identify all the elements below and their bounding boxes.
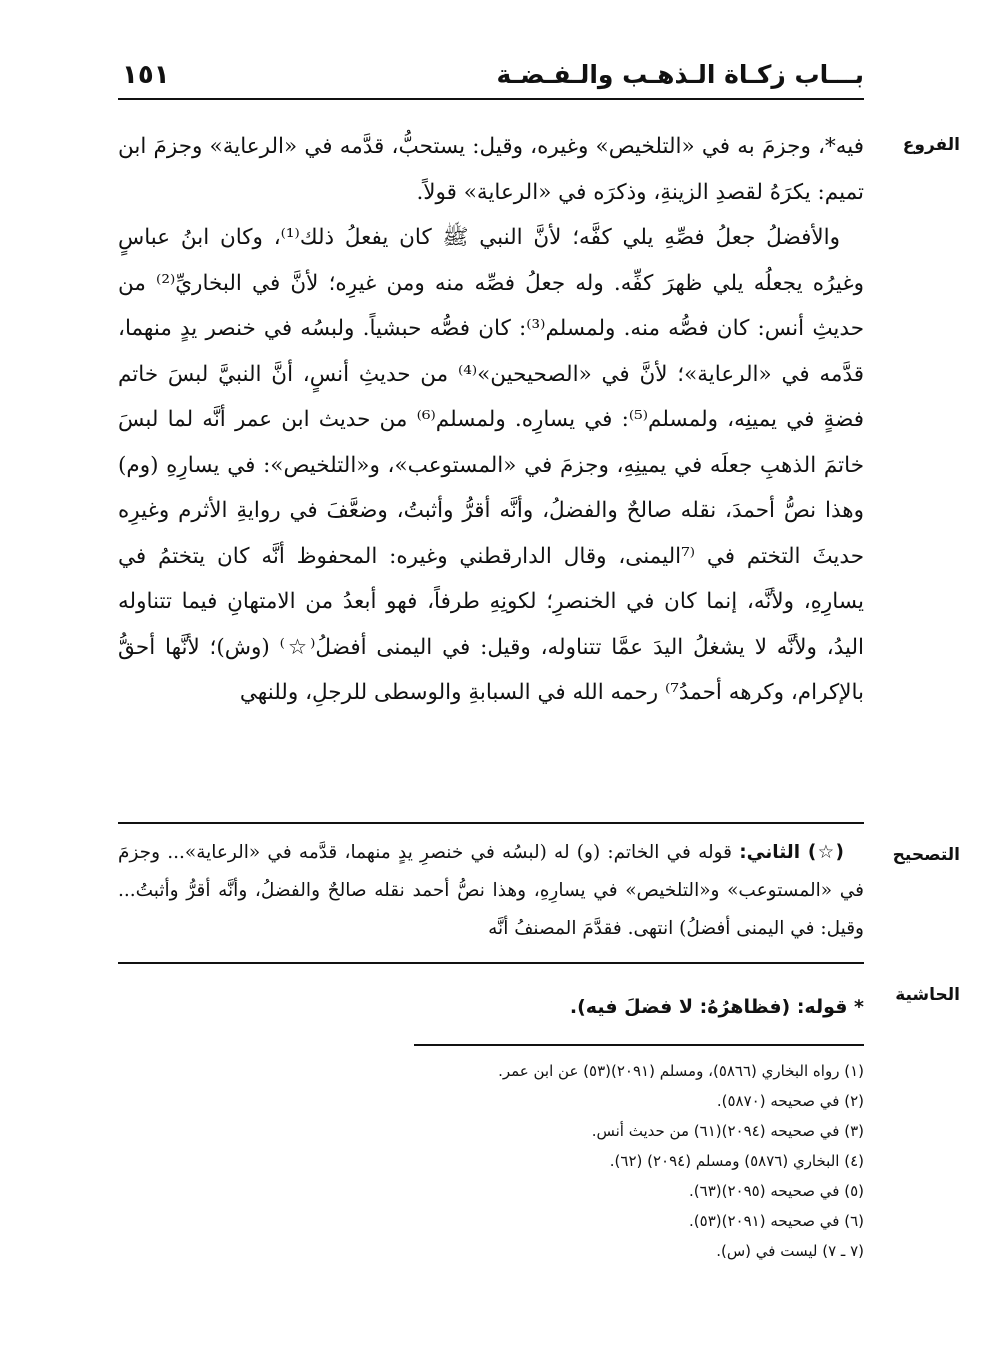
main-text <box>118 124 864 716</box>
side-label-hashiya: الحاشية <box>895 985 960 1005</box>
tashih-text: قوله في الخاتم: (و) له (لبسُه في خنصرِ يدٍ منهما، قدَّمه في «الرعاية»... وجزمَ في «المستوعب» و«التلخيص» في يسارِهِ، وهذا نصُّ أحمد نقله صالحٌ والفضلُ، وأنَّه أقرُّ وأثبتُ... وقيل: في اليمنى أفضلُ) انتهى. فقدَّمَ المصنفُ أنَّه <box>118 842 864 939</box>
hashiya-section: * قوله: (فظاهرُهُ: لا فضلَ فيه). <box>569 996 864 1018</box>
footnote-item: (١) رواه البخاري (٥٨٦٦)، ومسلم (٢٠٩١)(٥٣) عن ابن عمر. <box>498 1062 864 1080</box>
side-label-furu: الفروع <box>902 135 960 155</box>
footnote-item: (٤) البخاري (٥٨٧٦) ومسلم (٢٠٩٤) (٦٢). <box>609 1152 864 1170</box>
main-paragraph: فيه*، وجزمَ به في «التلخيص» وغيره، وقيل: يستحبُّ، قدَّمه في «الرعاية» وجزمَ ابن تميم: يكرَهُ لقصدِ الزينةِ، وذكرَه في «الرعاية» قولاً. <box>118 134 864 205</box>
footnote-item: (٢) في صحيحه (٥٨٧٠). <box>716 1092 864 1110</box>
side-label-tashih: التصحيح <box>892 845 960 865</box>
tashih-label: (☆) الثاني: <box>739 842 844 863</box>
footnote-item: (٣) في صحيحه (٢٠٩٤)(٦١) من حديث أنس. <box>591 1122 864 1140</box>
running-title: بـــاب زكـاة الـذهـب والـفـضـة <box>496 60 864 89</box>
page-number: ١٥١ <box>122 60 170 90</box>
section-divider <box>118 822 864 824</box>
footnote-item: (٧ ـ ٧) ليست في (س). <box>716 1242 864 1260</box>
footnote-item: (٥) في صحيحه (٢٠٩٥)(٦٣). <box>689 1182 864 1200</box>
tashih-section <box>118 834 864 948</box>
footnote-item: (٦) في صحيحه (٢٠٩١)(٥٣). <box>689 1212 864 1230</box>
footnote-divider <box>414 1044 864 1046</box>
page-header <box>118 58 864 100</box>
footnotes <box>118 1056 864 1266</box>
section-divider <box>118 962 864 964</box>
main-paragraph: والأفضلُ جعلُ فصِّهِ يلي كفَّه؛ لأنَّ النبي ﷺ كان يفعلُ ذلك⁽¹⁾، وكان ابنُ عباسٍ وغيرُه يجعلُه يلي ظهرَ كفِّه. وله جعلُ فصِّه منه ومن غيرِه؛ لأنَّ في البخاريِّ⁽²⁾ من حديثِ أنس: كان فصُّه منه. ولمسلم⁽³⁾: كان فصُّه حبشياً. ولبسُه في خنصر يدٍ منهما، قدَّمه في «الرعاية»؛ لأنَّ في «الصحيحين»⁽⁴⁾ من حديثِ أنسٍ، أنَّ النبيَّ لبسَ خاتم فضةٍ في يمينِه، ولمسلم⁽⁵⁾: في يسارِه. ولمسلم⁽⁶⁾ من حديث ابن عمر أنَّه لما لبسَ خاتمَ الذهبِ جعلَه في يمينِهِ، وجزمَ في «المستوعب»، و«التلخيص»: في يسارِهِ (وم) وهذا نصُّ أحمدَ، نقله صالحٌ والفضلُ، وأنَّه أقرُّ وأثبتُ، وضعَّفَ في روايةِ الأثرم وغيرِه حديثَ التختم في ⁽⁷اليمنى، وقال الدارقطني وغيره: المحفوظ أنَّه كان يتختمُ في يسارِهِ، ولأنَّه، إنما كان في الخنصرِ؛ لكونِهِ طرفاً، فهو أبعدُ من الامتهانِ فيما تتناوله اليدُ، ولأنَّه لا يشغلُ اليدَ عمَّا تتناوله، وقيل: في اليمنى أفضلُ⁽☆⁾ (وش)؛ لأنَّها أحقُّ بالإكرام، وكرهه أحمدُ⁷⁾ رحمه الله في السبابةِ والوسطى للرجلِ، وللنهي <box>118 225 865 705</box>
